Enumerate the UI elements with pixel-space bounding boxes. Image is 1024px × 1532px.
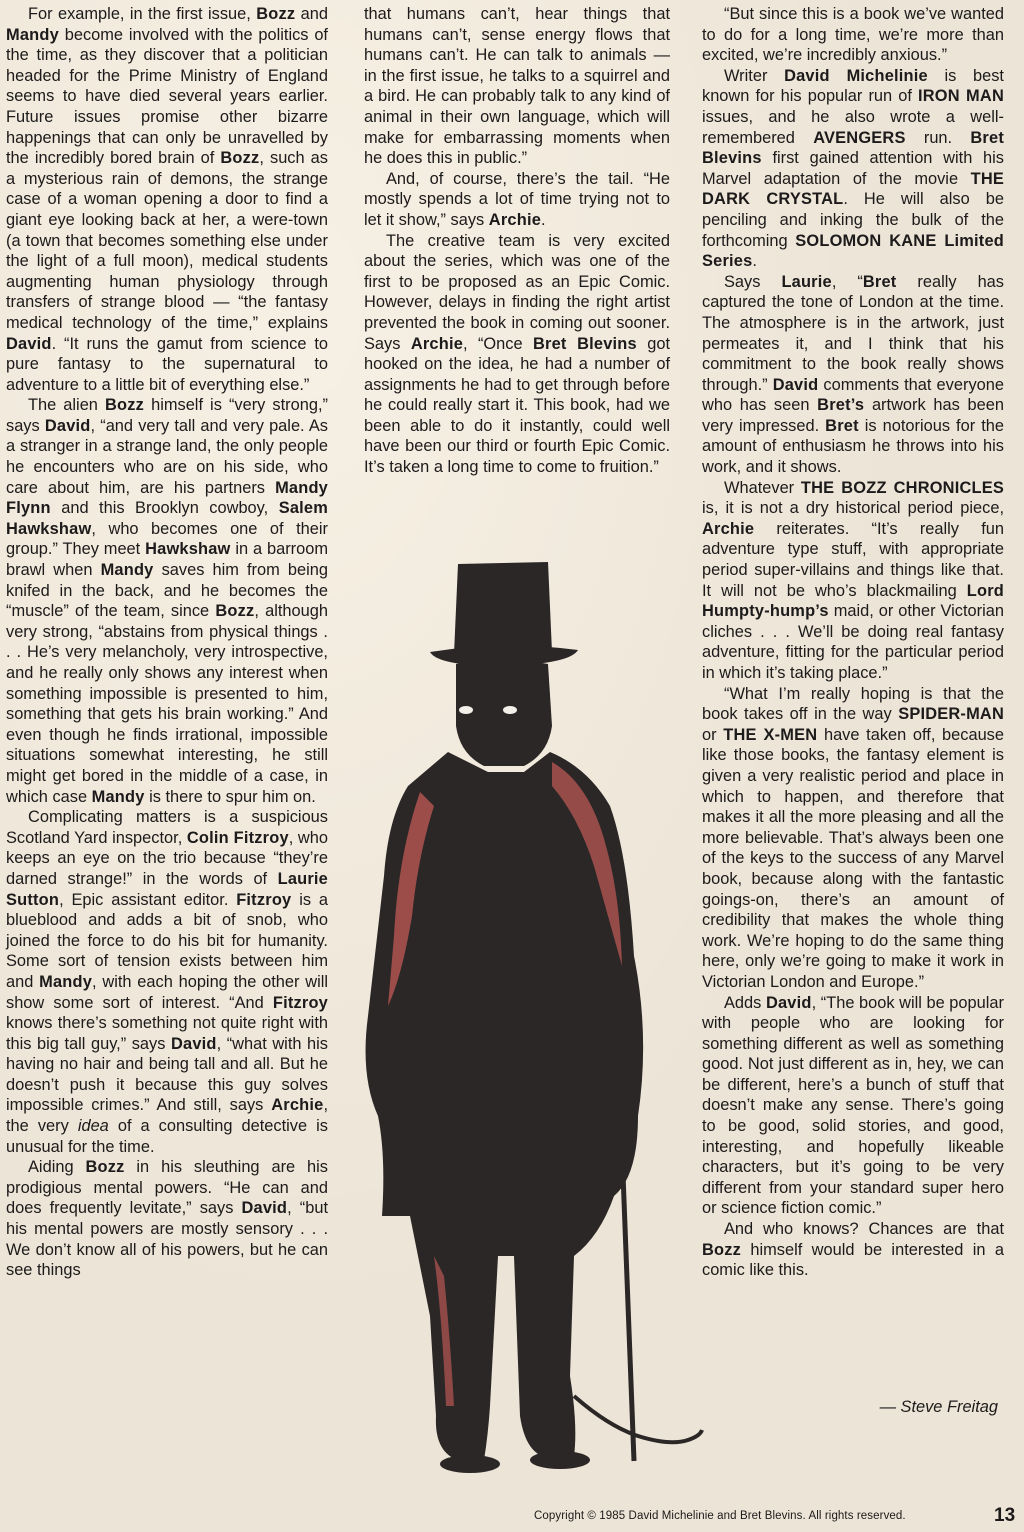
right-shoe [530,1451,590,1469]
author-credit: — Steve Freitag [879,1398,998,1416]
article-paragraph: For example, in the first issue, Bozz and Mandy become involved with the politics of the time, as they discover that a politician headed for the Prime Ministry of England seems to have died several years earlier. Future issues promise other bizarre happenings that can only be unravelled by the incredibly bored brain of Bozz, such as a mysterious rain of demons, the strange case of a woman opening a door to find a giant eye looking back at her, a were-town (a town that becomes something else under the light of a full moon), medical students augmenting human physiology through transfers of strange blood — “the fantasy medical technology of the time,” explains David. “It runs the gamut from science to pure fantasy to the supernatural to adventure to a little bit of everything else.” [6,5,328,394]
bold-name: David [772,375,819,394]
article-paragraph: Complicating matters is a suspicious Scotland Yard inspector, Colin Fitzroy, who keeps an eye on the trio because “they’re darned strange!” in the words of Laurie Sutton, Epic assistant editor. Fitzroy is a blueblood and adds a bit of snob, who joined the force to do his bit for humanity. Some sort of tension exists between him and Mandy, with each hoping the other will show some sort of interest. “And Fitzroy knows there’s something not quite right with this big tall guy,” says David, “what with his having no hair and being tall and all. But he doesn’t push it because this guy solves impossible crimes.” And still, says Archie, the very idea of a consulting detective is unusual for the time. [6,808,328,1156]
bold-name: Bret’s [817,396,865,415]
bold-name: Bret Blevins [702,128,1004,168]
article-paragraph: Says Laurie, “Bret really has captured the tone of London at the time. The atmosphere is in the artwork, just permeates it, and I think that his commitment to the book really shows through.” David comments that everyone who has seen Bret’s artwork has been very impressed. Bret is notorious for the amount of enthusiasm he throws into his work, and it shows. [702,272,1004,477]
left-eye [459,706,473,714]
article-column-1 [6,4,328,1281]
article-paragraph: Writer David Michelinie is best known for his popular run of IRON MAN issues, and he also wrote a well-remembered AVENGERS run. Bret Blevins first gained attention with his Marvel adaptation of the movie THE DARK CRYSTAL. He will also be penciling and inking the bulk of the forthcoming SOLOMON KANE Limited Series. [702,66,1004,271]
bold-name: Laurie Sutton [6,869,328,909]
bold-name: David [44,416,91,435]
left-shoe [440,1455,500,1473]
bold-name: Archie [271,1096,324,1115]
right-eye [503,706,517,714]
bold-name: Bozz [85,1158,125,1177]
bold-name: David [6,334,52,353]
bold-name: David [241,1199,288,1218]
italic-word: idea [77,1117,109,1136]
bold-name: THE X-MEN [723,725,818,744]
bold-name: Hawkshaw [145,540,231,559]
article-paragraph: Whatever THE BOZZ CHRONICLES is, it is not a dry historical period piece, Archie reiterates. “It’s really fun adventure type stuff, with appropriate period super-villains and things like that. It will not be who’s blackmailing Lord Humpty-hump’s maid, or other Victorian cliches . . . We’ll be doing real fantasy adventure, fitting for the particular period in which it’s taking place.” [702,478,1004,682]
bold-name: Mandy [6,25,59,44]
article-column-2 [364,4,670,478]
article-paragraph: “What I’m really hoping is that the book takes off in the way SPIDER-MAN or THE X-MEN have taken off, because like those books, the fantasy element is given a very realistic period and place in which to happen, and therefore that makes it all the more pleasing and all the more believable. That’s always been one of the keys to the success of any Marvel book, because along with the fantastic goings-on, there’s an amount of credibility that makes the whole thing work. We’re hoping to do the same thing here, only we’re going to make it work in Victorian London and Europe.” [702,684,1004,991]
bold-name: THE DARK CRYSTAL [702,169,1004,209]
bold-name: SPIDER-MAN [898,705,1004,724]
top-hat [430,562,578,666]
bold-name: Archie [488,210,542,229]
bold-name: David [765,993,812,1012]
bold-name: Archie [702,519,755,538]
bozz-illustration [338,556,708,1501]
tail [574,1396,702,1442]
bold-name: Mandy Flynn [6,478,328,518]
bold-name: Bozz [104,396,145,415]
bold-name: AVENGERS [813,128,906,147]
bold-name: David [170,1034,217,1053]
bold-name: Bozz [702,1240,742,1259]
bold-name: Bozz [220,149,260,168]
bold-name: Mandy [100,561,154,580]
bold-name: Salem Hawkshaw [6,499,328,538]
article-paragraph: And, of course, there’s the tail. “He mostly spends a lot of time trying not to let it show,” says Archie. [364,169,670,229]
page-number: 13 [994,1505,1016,1526]
article-paragraph: And who knows? Chances are that Bozz himself would be interested in a comic like this. [702,1220,1004,1280]
bold-name: Mandy [39,972,93,991]
bold-name: Bret Blevins [532,334,637,353]
bold-name: Laurie [781,272,832,291]
article-paragraph: Aiding Bozz in his sleuthing are his prodigious mental powers. “He can and does frequently levitate,” says David, “but his mental powers are mostly sensory . . . We don’t know all of his powers, but he can see things [6,1158,328,1280]
article-paragraph: The creative team is very excited about the series, which was one of the first to be proposed as an Epic Comic. However, delays in finding the right artist prevented the book in coming out sooner. Says Archie, “Once Bret Blevins got hooked on the idea, he had a number of assignments he had to get through before he could really start it. This book, had we been able to do it instantly, could well have been our third or fourth Epic Comic. It’s taken a long time to come to fruition.” [364,231,671,477]
bold-name: Bozz [256,5,296,23]
bold-name: THE BOZZ CHRONICLES [800,478,1004,497]
bold-name: David Michelinie [784,66,928,85]
bold-name: SOLOMON KANE Limited Series [702,231,1004,271]
bold-name: Lord Humpty-hump’s [702,581,1004,621]
bold-name: IRON MAN [918,87,1004,106]
bold-name: Bozz [215,602,255,621]
article-paragraph: “But since this is a book we’ve wanted to do for a long time, we’re more than excited, we’re incredibly anxious.” [702,5,1004,65]
bold-name: Fitzroy [236,890,292,909]
article-paragraph: that humans can’t, hear things that humans can’t, sense energy flows that humans can’t. He can talk to animals — in the first issue, he talks to a squirrel and a bird. He can probably talk to any kind of animal in their own language, which will make for embarrassing moments when he does this in public.” [364,5,670,168]
article-column-3 [702,4,1004,1281]
bold-name: Fitzroy [272,993,328,1012]
bold-name: Colin Fitzroy [186,828,289,847]
article-paragraph: Adds David, “The book will be popular with people who are looking for something different as well as something good. Not just different as in, hey, we can be different, here’s a bunch of stuff that doesn’t make any sense. There’s going to be good, solid stories, and good, interesting, and hopefully likeable characters, but it’s going to be very different from your standard super hero or science fiction comic.” [702,993,1004,1218]
copyright-notice: Copyright © 1985 David Michelinie and Bret Blevins. All rights reserved. [534,1510,906,1522]
bold-name: Archie [410,334,464,353]
article-paragraph: The alien Bozz himself is “very strong,” says David, “and very tall and very pale. As a stranger in a strange land, the only people he encounters who are on his side, who care about him, are his partners Mandy Flynn and this Brooklyn cowboy, Salem Hawkshaw, who becomes one of their group.” They meet Hawkshaw in a barroom brawl when Mandy saves him from being knifed in the back, and he becomes the “muscle” of the team, since Bozz, although very strong, “abstains from physical things . . . He’s very melancholy, very introspective, and he really only shows any interest when something impossible is presented to him, something that gets his brain working.” And even though he finds irrational, impossible situations somewhat interesting, he still might get bored in the middle of a case, in which case Mandy is there to spur him on. [6,396,328,806]
bold-name: Bret [825,416,859,435]
bold-name: Mandy [91,787,145,806]
bold-name: Bret [862,272,897,291]
